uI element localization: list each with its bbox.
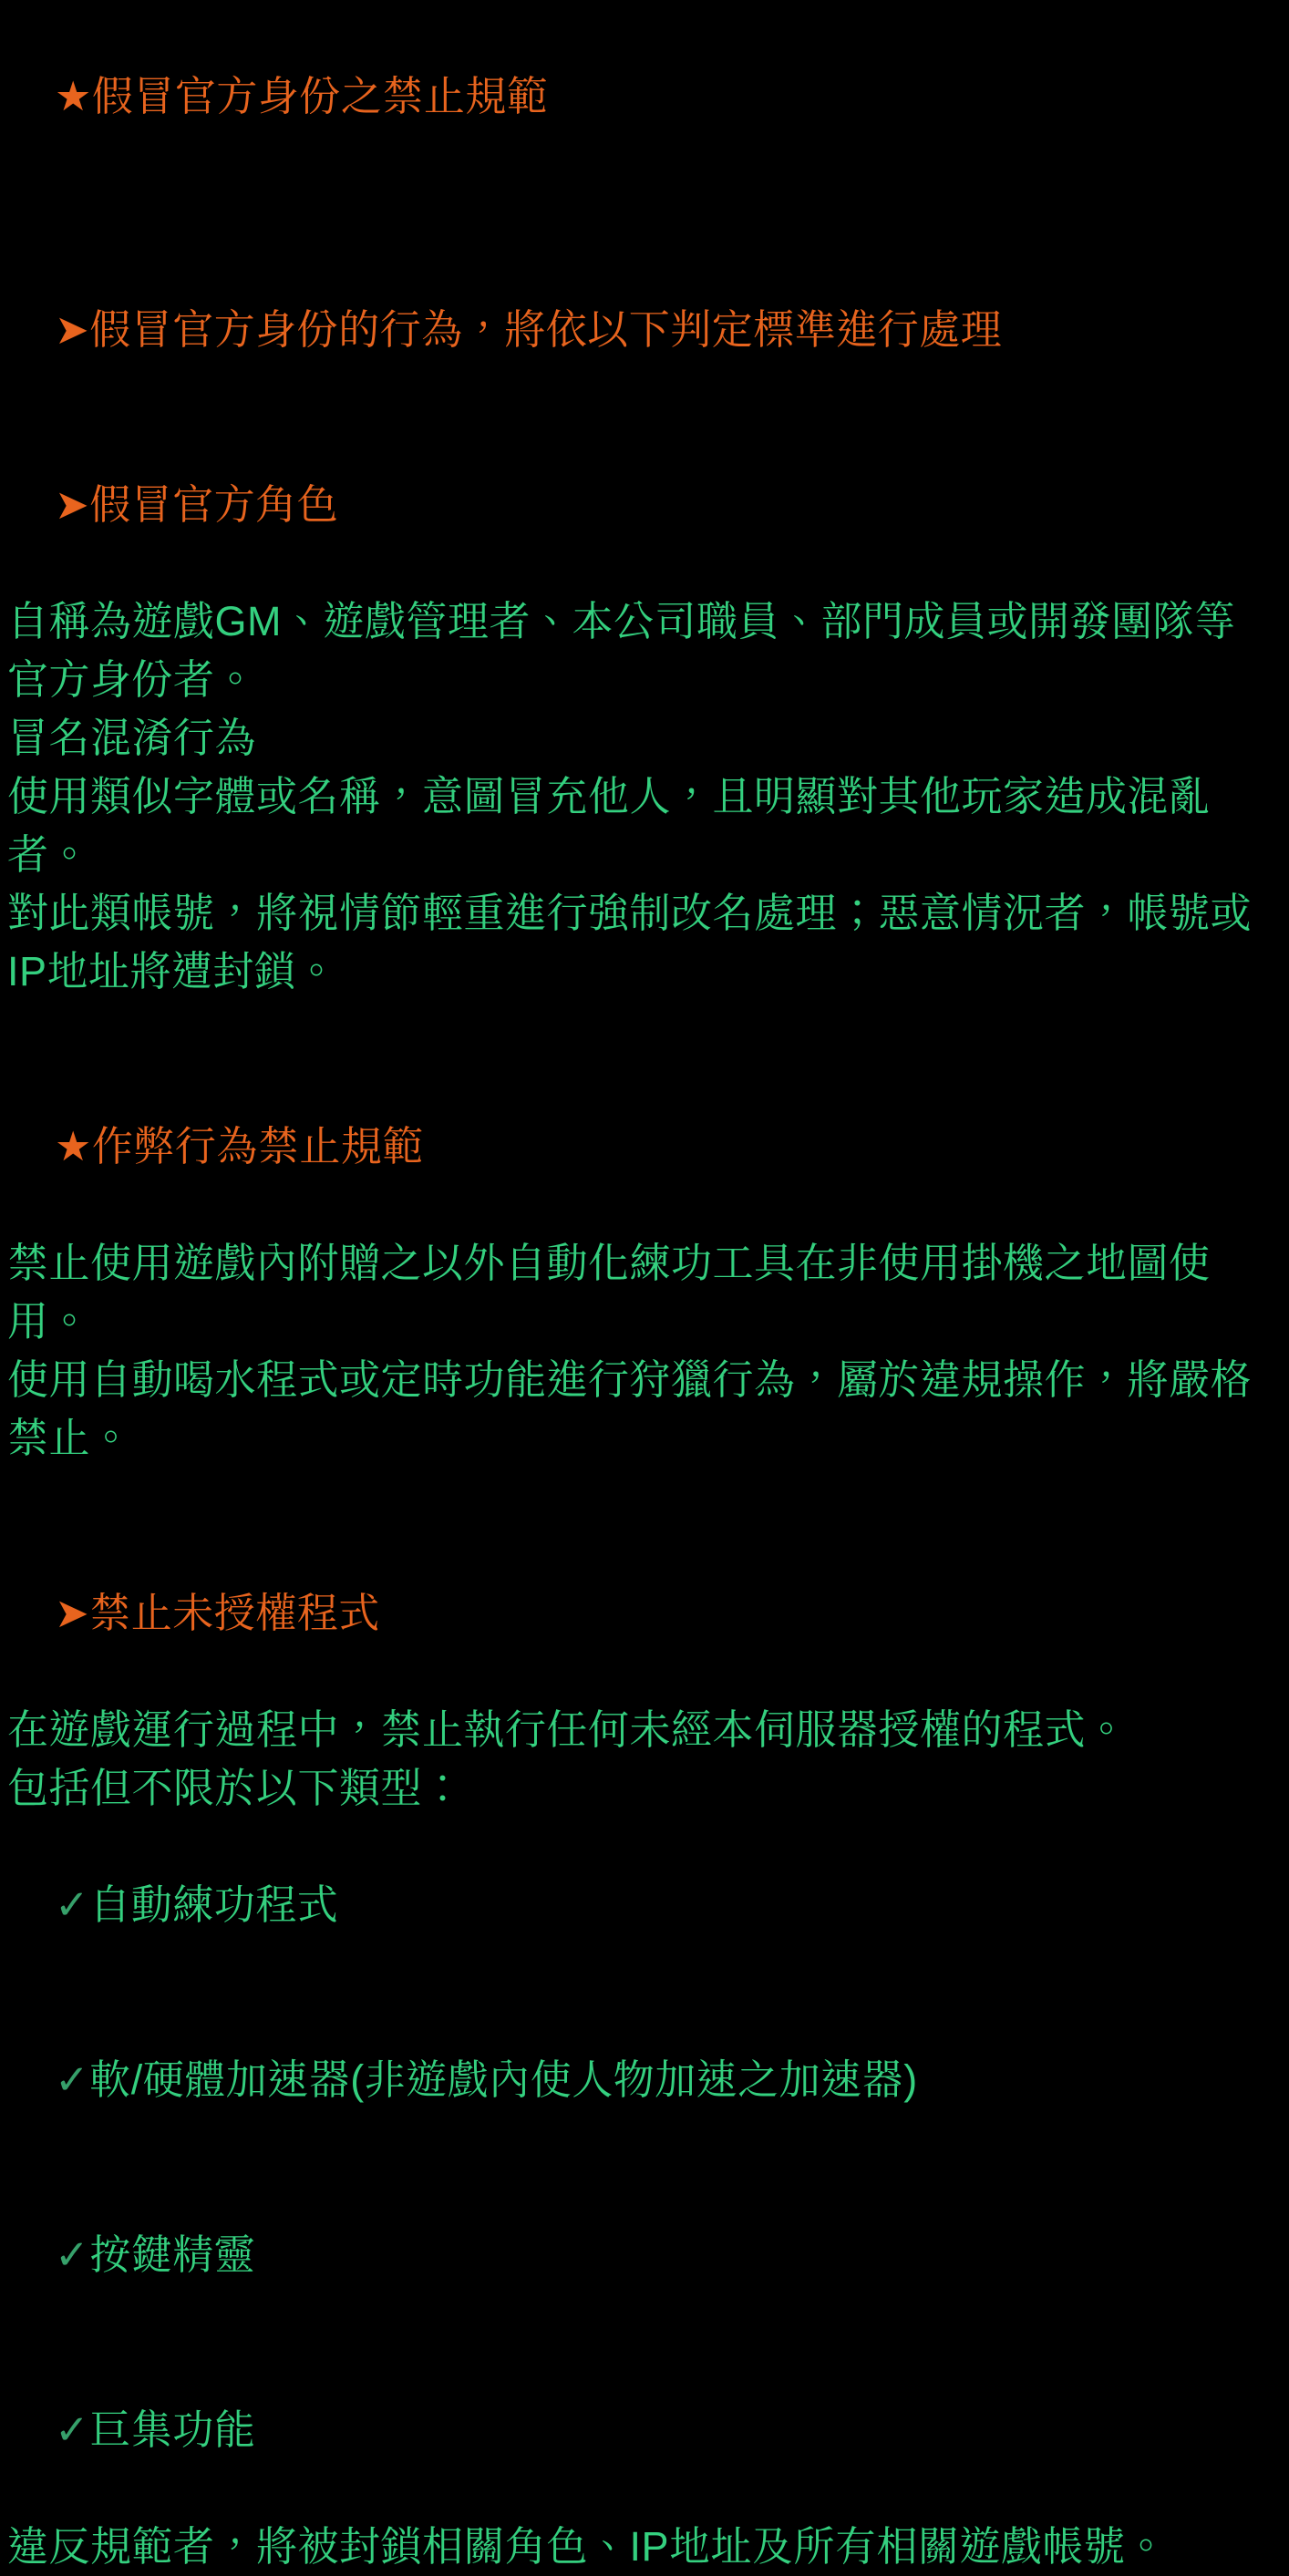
spacer-2 xyxy=(7,1001,1276,1059)
spacer-1 xyxy=(7,184,1276,242)
arrow-icon: ➤ xyxy=(55,1590,90,1636)
paragraph-violation-consequences: 違反規範者，將被封鎖相關角色、IP地址及所有相關遊戲帳號。 xyxy=(7,2523,1168,2570)
subheading-text: 假冒官方角色 xyxy=(89,481,339,528)
list-item-key-macro-tool xyxy=(7,2168,1276,2343)
subheading-unauthorized-programs xyxy=(7,1526,1276,1701)
list-item-label: 軟/硬體加速器(非遊戲內使人物加速之加速器) xyxy=(89,2056,918,2103)
star-icon: ★ xyxy=(55,1123,92,1170)
subheading-text: 禁止未授權程式 xyxy=(89,1590,380,1636)
check-icon: ✓ xyxy=(55,2406,90,2453)
paragraph-name-confusion-detail: 使用類似字體或名稱，意圖冒充他人，且明顯對其他玩家造成混亂者。 xyxy=(7,773,1211,878)
check-icon: ✓ xyxy=(55,1881,90,1928)
star-icon: ★ xyxy=(55,73,92,119)
list-item-label: 自動練功程式 xyxy=(89,1881,339,1928)
subheading-fake-official-role xyxy=(7,417,1276,592)
check-icon: ✓ xyxy=(55,2056,90,2103)
paragraph-including-types: 包括但不限於以下類型： xyxy=(7,1765,464,1811)
paragraph-penalty-rename-ban: 對此類帳號，將視情節輕重進行強制改名處理；惡意情況者，帳號或IP地址將遭封鎖。 xyxy=(7,890,1253,994)
section-heading-impersonation xyxy=(7,9,1276,184)
spacer-3 xyxy=(7,1468,1276,1526)
paragraph-auto-training-tools: 禁止使用遊戲內附贈之以外自動化練功工具在非使用掛機之地圖使用。 xyxy=(7,1240,1211,1345)
section-heading-cheating xyxy=(7,1059,1276,1234)
list-item-auto-training xyxy=(7,1818,1276,1993)
paragraph-name-confusion-title: 冒名混淆行為 xyxy=(7,715,257,761)
arrow-icon: ➤ xyxy=(55,306,90,353)
section-heading-text: 作弊行為禁止規範 xyxy=(91,1123,424,1170)
subheading-impersonation-criteria xyxy=(7,242,1276,417)
list-item-speed-hack xyxy=(7,1993,1276,2168)
list-item-label: 巨集功能 xyxy=(89,2406,256,2453)
paragraph-auto-potion-timer: 使用自動喝水程式或定時功能進行狩獵行為，屬於違規操作，將嚴格禁止。 xyxy=(7,1356,1253,1461)
check-icon: ✓ xyxy=(55,2231,90,2278)
paragraph-no-unauthorized-programs: 在遊戲運行過程中，禁止執行任何未經本伺服器授權的程式。 xyxy=(7,1706,1128,1753)
section-heading-text: 假冒官方身份之禁止規範 xyxy=(91,73,549,119)
list-item-label: 按鍵精靈 xyxy=(89,2231,256,2278)
paragraph-gm-impersonation: 自稱為遊戲GM、遊戲管理者、本公司職員、部門成員或開發團隊等官方身份者。 xyxy=(7,598,1236,703)
subheading-text: 假冒官方身份的行為，將依以下判定標準進行處理 xyxy=(89,306,1003,353)
list-item-macro-function xyxy=(7,2343,1276,2518)
arrow-icon: ➤ xyxy=(55,481,90,528)
